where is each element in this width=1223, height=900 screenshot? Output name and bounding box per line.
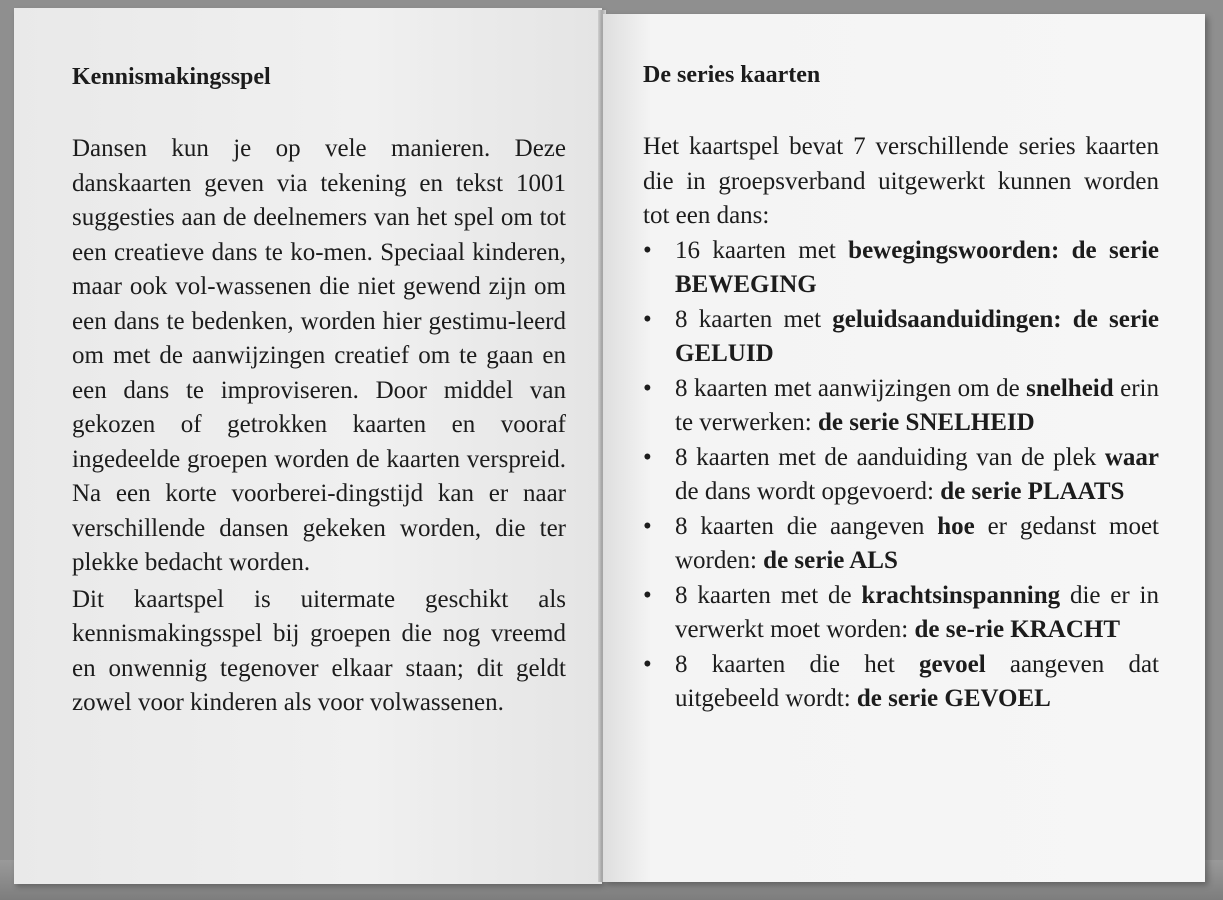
item-text: 8 kaarten met [675,305,833,333]
item-keyword: geluidsaanduidingen: [832,305,1062,333]
right-page [603,14,1205,882]
item-keyword: hoe [937,512,975,540]
item-keyword: gevoel [919,650,986,678]
bullet-icon: • [643,374,652,402]
left-page-heading: Kennismakingsspel [72,64,271,90]
bullet-icon: • [643,512,652,540]
right-intro: Het kaartspel bevat 7 verschillende series kaarten die in groepsverband uitgewerkt kunnen worden tot een dans: [643,133,1159,229]
item-text [1059,237,1071,264]
list-item [643,579,1159,648]
list-item [643,303,1159,372]
item-keyword: waar [1104,443,1159,471]
item-keyword: krachtsinspanning [861,581,1061,609]
item-text: 8 kaarten met aanwijzingen om de [675,374,1027,402]
bullet-icon: • [643,581,652,609]
list-item [643,372,1159,441]
item-text: 8 kaarten met de aanduiding van de plek [675,443,1105,471]
list-item [643,648,1159,717]
item-text: die er in verwerkt moet worden: [675,581,1159,643]
right-page-heading: De series kaarten [643,62,821,88]
list-item [643,441,1159,510]
item-series-name: de serie GELUID [675,305,1160,367]
item-series-name: de serie GEVOEL [856,685,1051,712]
list-item [643,510,1159,579]
item-series-name: de se-rie KRACHT [914,616,1121,643]
item-keyword: bewegingswoorden: [848,236,1060,264]
item-series-name: de serie PLAATS [940,478,1125,505]
left-page [14,8,602,884]
left-paragraph-1: Dansen kun je op vele manieren. Deze danskaarten geven via tekening en tekst 1001 suggesties aan de deelnemers van het spel om tot een creatieve dans te ko-men. Speciaal kinderen, maar ook vol-wassenen die niet gewend zijn om een dans te bedenken, worden hier gestimu-leerd om met de aanwijzingen creatief om te gaan en een dans te improviseren. Door middel van gekozen of getrokken kaarten en vooraf ingedeelde groepen worden de kaarten verspreid. Na een korte voorberei-dingstijd kan er naar verschillende dansen gekeken worden, die ter plekke bedacht worden. [72,135,566,576]
series-list [643,234,1159,717]
item-text: erin te verwerken: [675,374,1159,436]
item-keyword: snelheid [1026,374,1114,402]
item-text: 8 kaarten met de [675,581,862,609]
item-text: er gedanst moet worden: [675,512,1159,574]
item-series-name: de serie BEWEGING [675,236,1159,298]
bullet-icon: • [643,650,652,678]
bullet-icon: • [643,443,652,471]
item-series-name: de serie ALS [763,547,898,574]
item-text: 16 kaarten met [675,236,849,264]
item-text: 8 kaarten die het [675,650,919,678]
item-text: 8 kaarten die aangeven [675,512,938,540]
item-text: aangeven dat uitgebeeld wordt: [675,650,1159,712]
item-text: de dans wordt opgevoerd: [675,478,941,505]
bullet-icon: • [643,305,652,333]
left-paragraph-2: Dit kaartspel is uitermate geschikt als kennismakingsspel bij groepen die nog vreemd en onwennig tegenover elkaar staan; dit geldt zowel voor kinderen als voor volwassenen. [72,585,566,716]
item-series-name: de serie SNELHEID [817,409,1035,436]
bullet-icon: • [643,236,652,264]
list-item [643,234,1159,303]
item-text [1062,306,1073,333]
